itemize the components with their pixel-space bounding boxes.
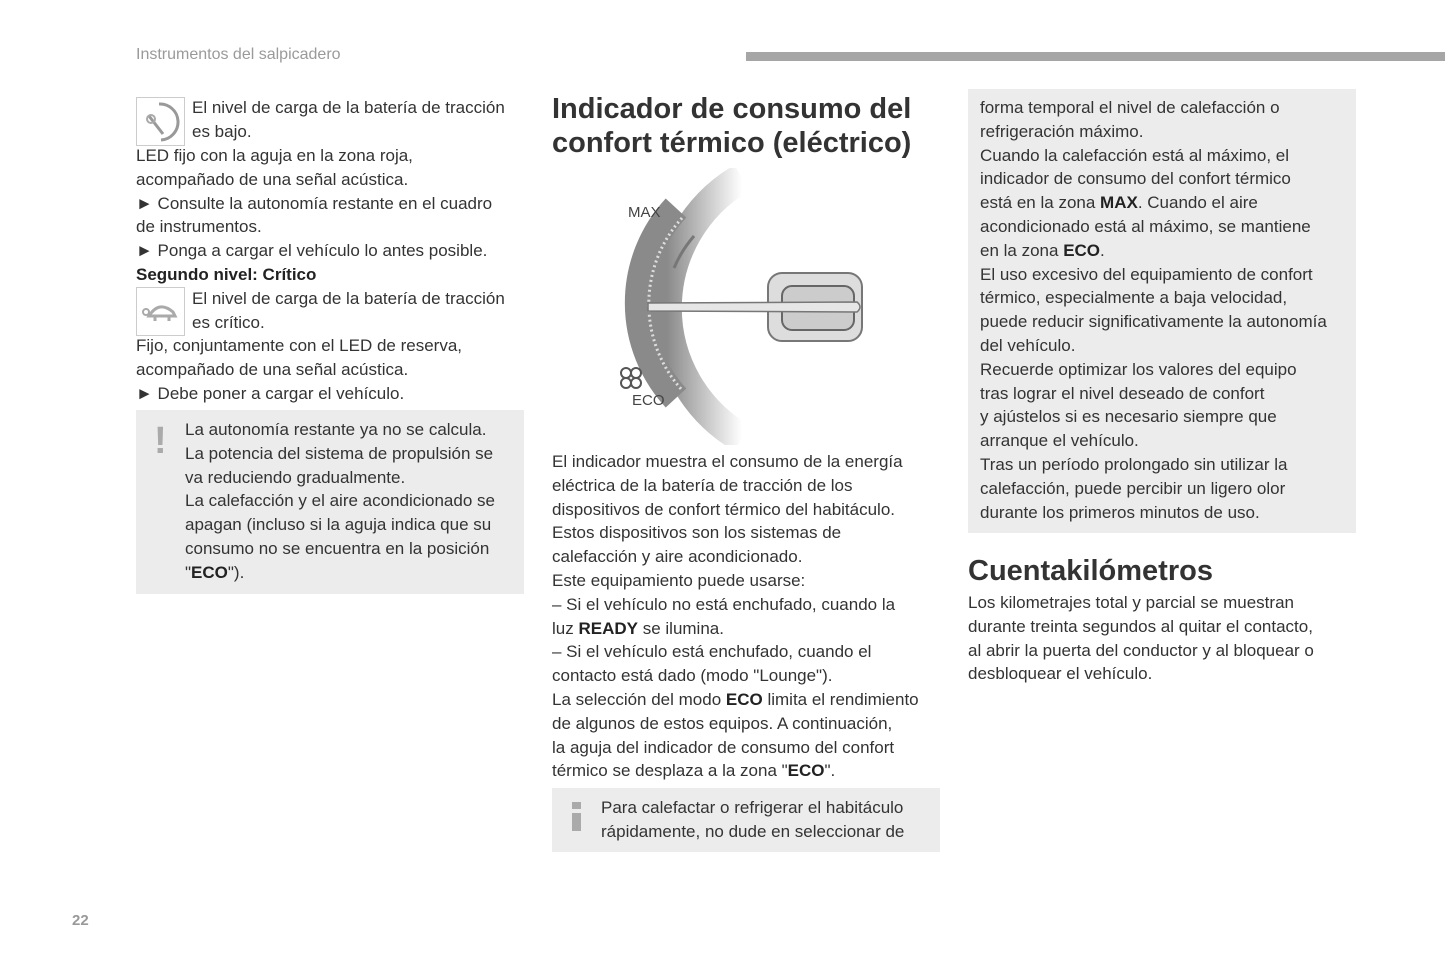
text-line: desbloquear el vehículo. [968,664,1153,684]
text-line: refrigeración máximo. [980,121,1144,141]
text-line [136,263,492,287]
text-line: está en la zona MAX. Cuando el aire [980,193,1258,213]
warning-box [136,410,524,594]
bold-text: READY [578,618,638,638]
text-line: al abrir la puerta del conductor y al bloquear o [968,640,1314,660]
text-line: La calefacción y el aire acondicionado se [185,491,495,511]
text-line: LED fijo con la aguja en la zona roja, [136,146,413,165]
info-box [552,788,940,852]
section-title: Instrumentos del salpicadero [136,46,341,63]
continued-info-box [968,89,1356,533]
heading-line: Indicador de consumo del [552,93,912,125]
bold-text: ECO [191,562,228,582]
text-line: Fijo, conjuntamente con el LED de reserva, [136,336,463,355]
odometer-text [968,591,1314,686]
text-line: puede reducir significativamente la autonomía [980,312,1327,332]
gauge-max-label: MAX [628,204,661,221]
text-line: Cuando la calefacción está al máximo, el [980,145,1289,165]
heading-thermal-comfort [552,92,911,160]
text-line: consumo no se encuentra en la posición [185,538,490,558]
bold-text: MAX [1100,193,1138,213]
text-line: eléctrica de la batería de tracción de los [552,475,853,495]
text-line: es bajo. [192,121,252,141]
text-line: dispositivos de confort térmico del habitáculo. [552,499,896,519]
text-line: térmico, especialmente a baja velocidad, [980,288,1288,308]
battery-critical-text [192,287,505,335]
text-line: indicador de consumo del confort térmico [980,169,1291,189]
text-line: la aguja del indicador de consumo del confort [552,737,895,757]
text-line: y ajústelos si es necesario siempre que [980,407,1277,427]
battery-low-text [192,96,505,144]
text-line: luz READY se ilumina. [552,618,724,638]
text-line: El nivel de carga de la batería de tracción [192,98,505,117]
text-line: Este equipamiento puede usarse: [552,570,806,590]
battery-low-gauge-icon [136,97,185,146]
heading-line: confort térmico (eléctrico) [552,127,912,159]
text-line: calefacción, puede percibir un ligero olor [980,478,1286,498]
text-line: El nivel de carga de la batería de tracción [192,289,505,308]
text-line: tras lograr el nivel deseado de confort [980,383,1265,403]
text-line: de instrumentos. [136,217,262,237]
text-line: Tras un período prolongado sin utilizar la [980,454,1288,474]
text-line: La selección del modo ECO limita el rendimiento [552,689,919,709]
bold-text: ECO [1063,240,1101,260]
text-line: apagan (incluso si la aguja indica que su [185,515,492,535]
text-line: acondicionado está al máximo, se mantiene [980,216,1311,236]
warning-text [148,418,495,585]
text-line: Para calefactar o refrigerar el habitáculo [601,798,904,817]
continued-info-text [980,96,1327,524]
text-line: en la zona ECO. [980,240,1105,260]
text-line: va reduciendo gradualmente. [185,467,406,487]
heading-odometer: Cuentakilómetros [968,555,1213,587]
text-line: térmico se desplaza a la zona "ECO". [552,761,836,781]
battery-critical-instructions [136,334,462,405]
text-line: del vehículo. [980,335,1076,355]
page-number: 22 [72,912,89,929]
text-line: calefacción y aire acondicionado. [552,547,803,567]
text-line: durante los primeros minutos de uso. [980,502,1260,522]
text-line: acompañado de una señal acústica. [136,359,409,379]
text-line: Recuerde optimizar los valores del equipo [980,359,1297,379]
bold-text: Segundo nivel: Crítico [136,264,317,284]
bold-text: ECO [787,761,825,781]
text-line: Los kilometrajes total y parcial se muestran [968,593,1294,612]
info-text [601,796,904,844]
text-line: "ECO"). [185,562,245,582]
thermal-gauge-illustration [552,168,936,445]
battery-low-instructions [136,144,492,287]
bold-text: ECO [725,689,763,709]
text-line: ► Consulte la autonomía restante en el cuadro [136,193,493,213]
info-icon [572,802,581,832]
warning-icon: ! [154,420,167,462]
text-line: contacto está dado (modo "Lounge"). [552,666,833,686]
text-line: La autonomía restante ya no se calcula. [185,420,487,439]
text-line: de algunos de estos equipos. A continuación, [552,713,893,733]
text-line: rápidamente, no dude en seleccionar de [601,821,905,841]
gauge-eco-label: ECO [632,392,665,409]
text-line: Estos dispositivos son los sistemas de [552,523,842,543]
text-line: El indicador muestra el consumo de la energía [552,452,903,471]
text-line: es crítico. [192,312,265,332]
turtle-icon [136,287,185,336]
text-line: ► Ponga a cargar el vehículo lo antes posible. [136,241,488,261]
text-line: arranque el vehículo. [980,431,1139,451]
thermal-comfort-description [552,450,919,783]
text-line: La potencia del sistema de propulsión se [185,443,494,463]
text-line: El uso excesivo del equipamiento de confort [980,264,1313,284]
text-line: forma temporal el nivel de calefacción o [980,98,1280,117]
text-line: – Si el vehículo no está enchufado, cuando la [552,594,896,614]
text-line: ► Debe poner a cargar el vehículo. [136,383,405,403]
text-line: durante treinta segundos al quitar el contacto, [968,616,1313,636]
text-line: – Si el vehículo está enchufado, cuando el [552,642,872,662]
header-bar [746,52,1445,61]
text-line: acompañado de una señal acústica. [136,169,409,189]
